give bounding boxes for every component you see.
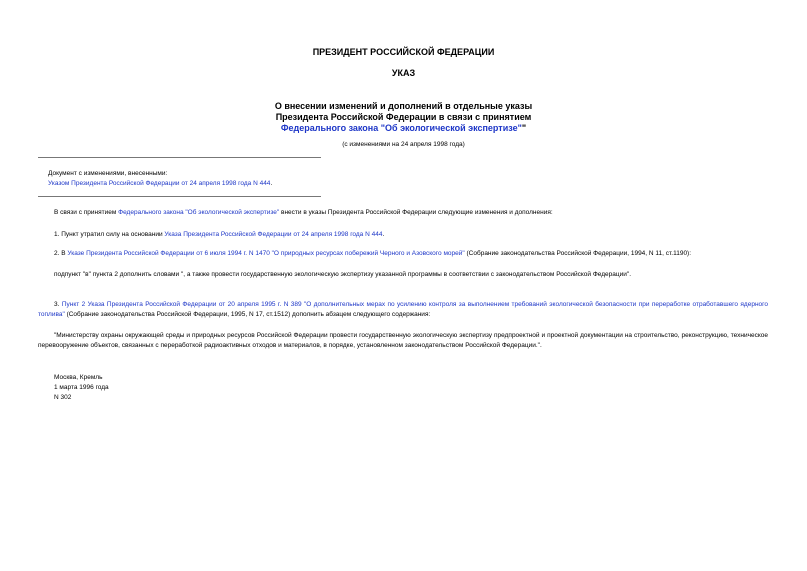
- document-subject: [0, 101, 807, 134]
- document-note-suffix: .: [270, 180, 273, 187]
- subject-line-3: [0, 123, 807, 134]
- signature-date: 1 марта 1996 года: [54, 384, 109, 391]
- item-3-link[interactable]: Пункт 2 Указа Президента Российской Федерации от 20 апреля 1995 г. N 389 "О дополнительных мерах по усилению контроля за выполнением требований экологической безопасности при переработке отработавшего ядерного топлива": [38, 301, 768, 318]
- signature-number: N 302: [54, 394, 72, 401]
- amending-decree-link[interactable]: Указом Президента Российской Федерации от 24 апреля 1998 года N 444: [48, 180, 271, 187]
- item-1-prefix: 1. Пункт утратил силу на основании: [54, 231, 165, 238]
- item-1-link[interactable]: Указа Президента Российской Федерации от 24 апреля 1998 года N 444: [164, 231, 383, 238]
- item-1-suffix: .: [382, 231, 385, 238]
- signature-place: Москва, Кремль: [54, 374, 103, 381]
- subject-line-2: Президента Российской Федерации в связи с принятием: [275, 112, 532, 122]
- intro-suffix: внести в указы Президента Российской Федерации следующие изменения и дополнения:: [279, 209, 553, 216]
- intro-paragraph: [38, 208, 768, 218]
- item-3-quote: "Министерству охраны окружающей среды и природных ресурсов Российской Федерации провести государственную экологическую экспертизу предпроектной и проектной документации на строительство, реконструкцию, техническое перевооружение объектов, связанных с переработкой радиоактивных отходов и материалов, в порядке, установленном законодательством Российской Федерации.".: [38, 332, 768, 349]
- item-2-prefix: 2. В: [54, 250, 68, 257]
- item-3-paragraph: [38, 300, 768, 320]
- intro-law-link[interactable]: Федерального закона "Об экологической экспертизе": [118, 209, 280, 216]
- subject-line-1: О внесении изменений и дополнений в отдельные указы: [274, 101, 533, 111]
- issuer-title: ПРЕЗИДЕНТ РОССИЙСКОЙ ФЕДЕРАЦИИ: [312, 47, 495, 57]
- intro-prefix: В связи с принятием: [54, 209, 119, 216]
- subject-line-3-suffix: ": [521, 123, 527, 133]
- divider-bottom: [38, 196, 321, 197]
- item-2-suffix: (Собрание законодательства Российской Федерации, 1994, N 11, ст.1190):: [464, 250, 692, 257]
- signature-block: [54, 373, 204, 403]
- divider-top: [38, 157, 321, 158]
- item-2-paragraph: [38, 249, 768, 259]
- document-note-label: Документ с изменениями, внесенными:: [48, 170, 168, 177]
- document-type-title: УКАЗ: [391, 68, 416, 78]
- item-1-paragraph: [38, 230, 768, 240]
- item-3-prefix: 3.: [54, 301, 62, 308]
- federal-law-link[interactable]: Федерального закона "Об экологической экспертизе": [280, 123, 522, 133]
- item-2-link[interactable]: Указе Президента Российской Федерации от 6 июля 1994 г. N 1470 "О природных ресурсах побережий Черного и Азовского морей": [67, 250, 465, 257]
- item-3-suffix: (Собрание законодательства Российской Федерации, 1995, N 17, ст.1512) дополнить абзацем следующего содержания:: [64, 311, 431, 318]
- document-note-line-2: [48, 179, 368, 189]
- document-change-note: [48, 169, 368, 189]
- revision-note: (с изменениями на 24 апреля 1998 года): [342, 141, 465, 148]
- item-2-subparagraph: подпункт "в" пункта 2 дополнить словами ", а также провести государственную экологическую экспертизу указанной программы в соответствии с законодательством Российской Федерации".: [54, 271, 631, 278]
